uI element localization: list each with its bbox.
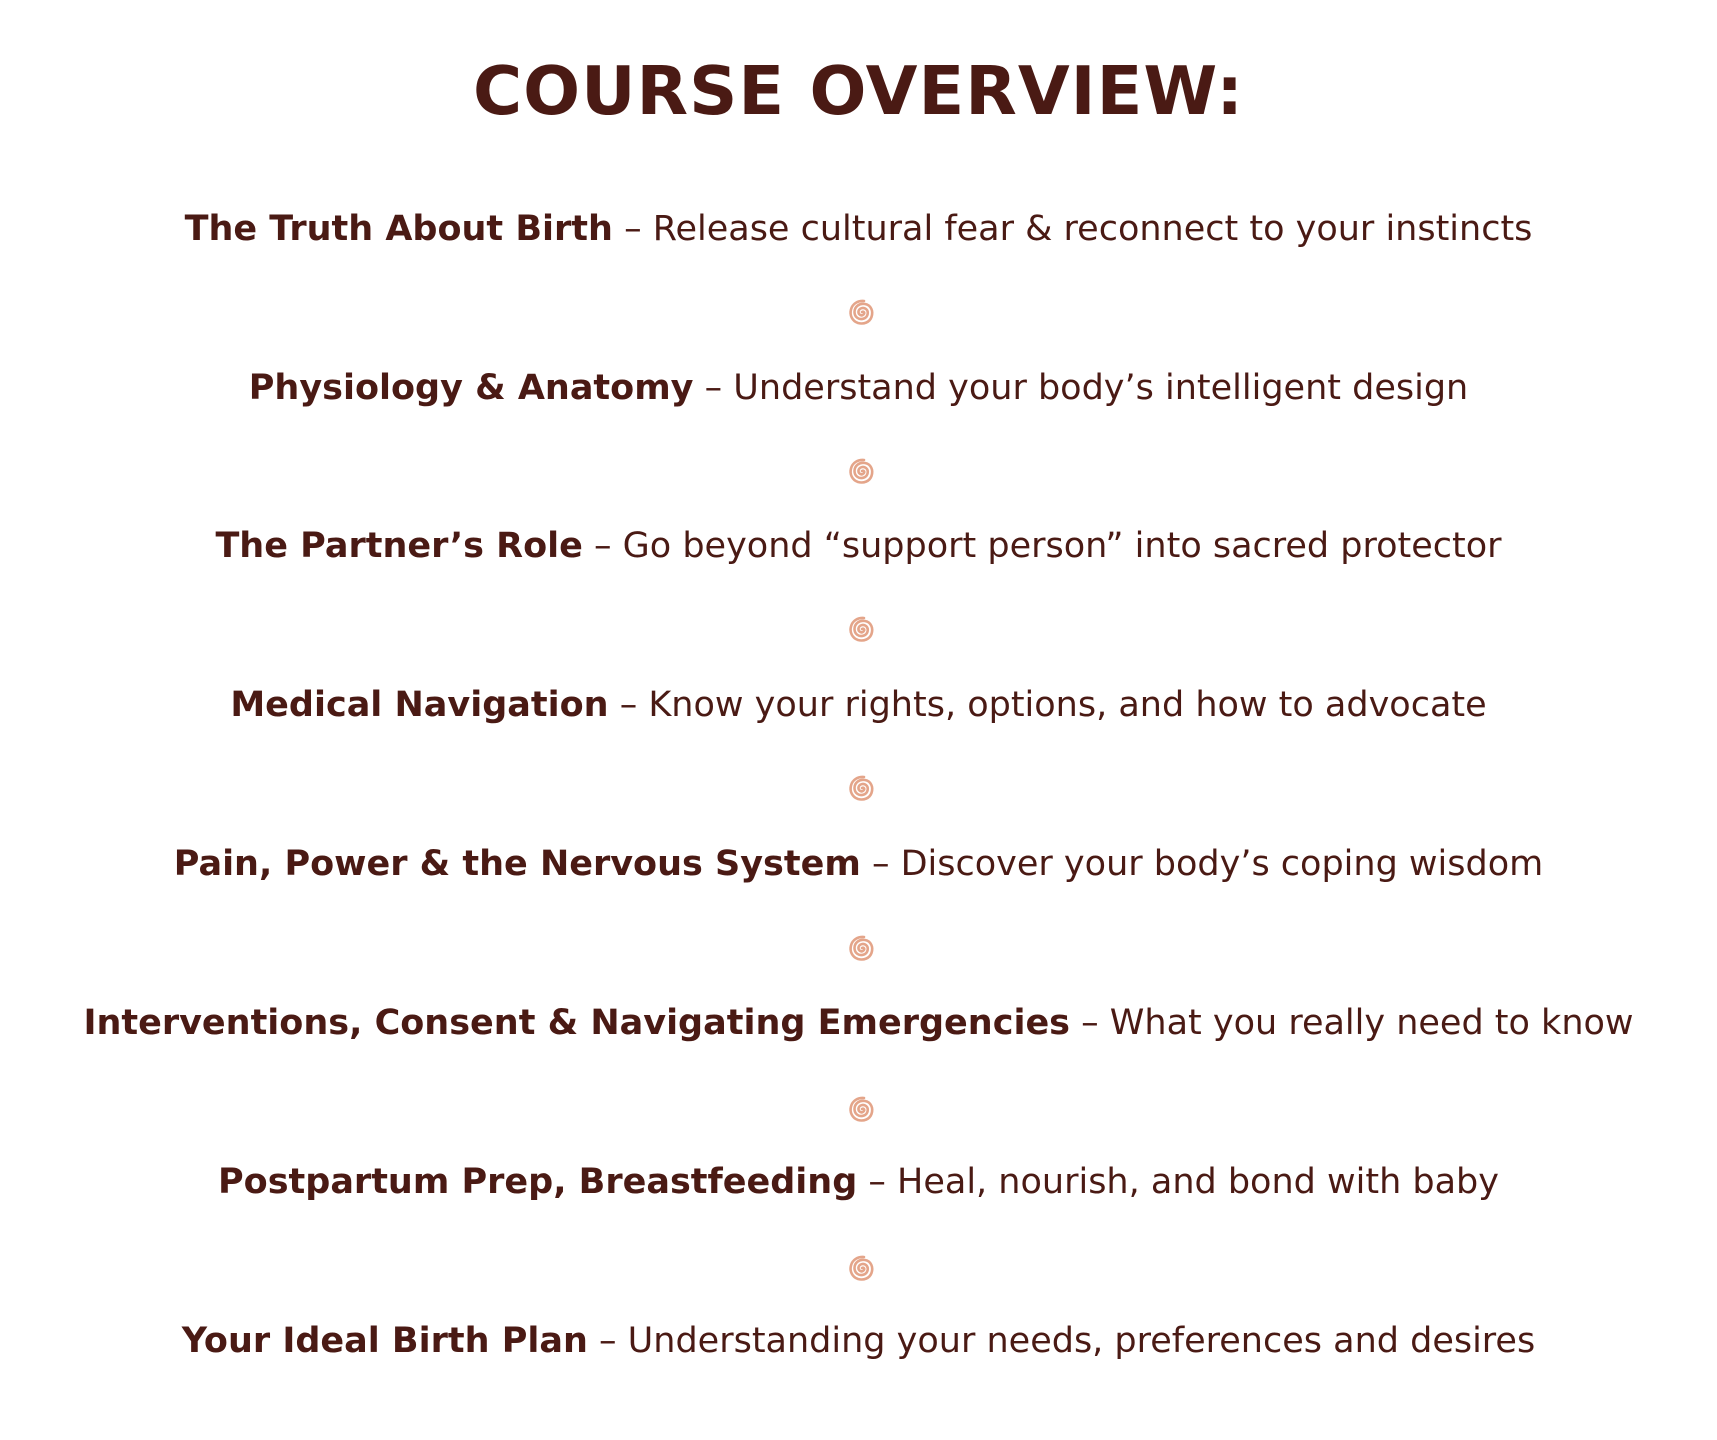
course-item-heading: Physiology & Anatomy — [248, 368, 694, 408]
course-item-separator: – — [1070, 1003, 1110, 1043]
page-title: COURSE OVERVIEW: — [472, 52, 1245, 130]
course-item — [0, 208, 1717, 250]
course-item-heading: Pain, Power & the Nervous System — [173, 844, 861, 884]
course-item — [0, 1320, 1717, 1362]
spiral-icon — [840, 1087, 884, 1131]
course-item — [0, 525, 1717, 567]
course-item-description: Heal, nourish, and bond with baby — [897, 1162, 1499, 1202]
course-item-description: What you really need to know — [1109, 1003, 1634, 1043]
course-item-heading: Interventions, Consent & Navigating Emergencies — [83, 1003, 1071, 1043]
spiral-icon — [840, 1246, 884, 1290]
course-item — [0, 684, 1717, 726]
course-item-heading: Postpartum Prep, Breastfeeding — [218, 1162, 858, 1202]
course-item — [0, 367, 1717, 409]
course-item-separator: – — [612, 209, 653, 249]
spiral-icon — [840, 290, 884, 334]
spiral-icon — [840, 449, 884, 493]
course-item-separator: – — [582, 526, 623, 566]
course-item — [0, 1161, 1717, 1203]
course-item-heading: Your Ideal Birth Plan — [181, 1321, 588, 1361]
course-item-separator: – — [860, 844, 901, 884]
course-item — [0, 1002, 1717, 1044]
course-item — [0, 843, 1717, 885]
course-item-description: Understanding your needs, preferences and desires — [627, 1321, 1536, 1361]
course-item-description: Know your rights, options, and how to advocate — [648, 685, 1487, 725]
course-item-separator: – — [857, 1162, 898, 1202]
course-item-separator: – — [587, 1321, 628, 1361]
course-item-heading: The Truth About Birth — [184, 209, 613, 249]
course-item-heading: The Partner’s Role — [215, 526, 583, 566]
spiral-icon — [840, 607, 884, 651]
spiral-icon — [840, 926, 884, 970]
course-item-heading: Medical Navigation — [230, 685, 609, 725]
course-item-description: Understand your body’s intelligent design — [733, 368, 1469, 408]
course-item-description: Go beyond “support person” into sacred protector — [622, 526, 1502, 566]
course-item-separator: – — [608, 685, 649, 725]
course-item-description: Release cultural fear & reconnect to your instincts — [652, 209, 1533, 249]
course-item-separator: – — [693, 368, 734, 408]
spiral-icon — [840, 766, 884, 810]
course-item-description: Discover your body’s coping wisdom — [900, 844, 1544, 884]
